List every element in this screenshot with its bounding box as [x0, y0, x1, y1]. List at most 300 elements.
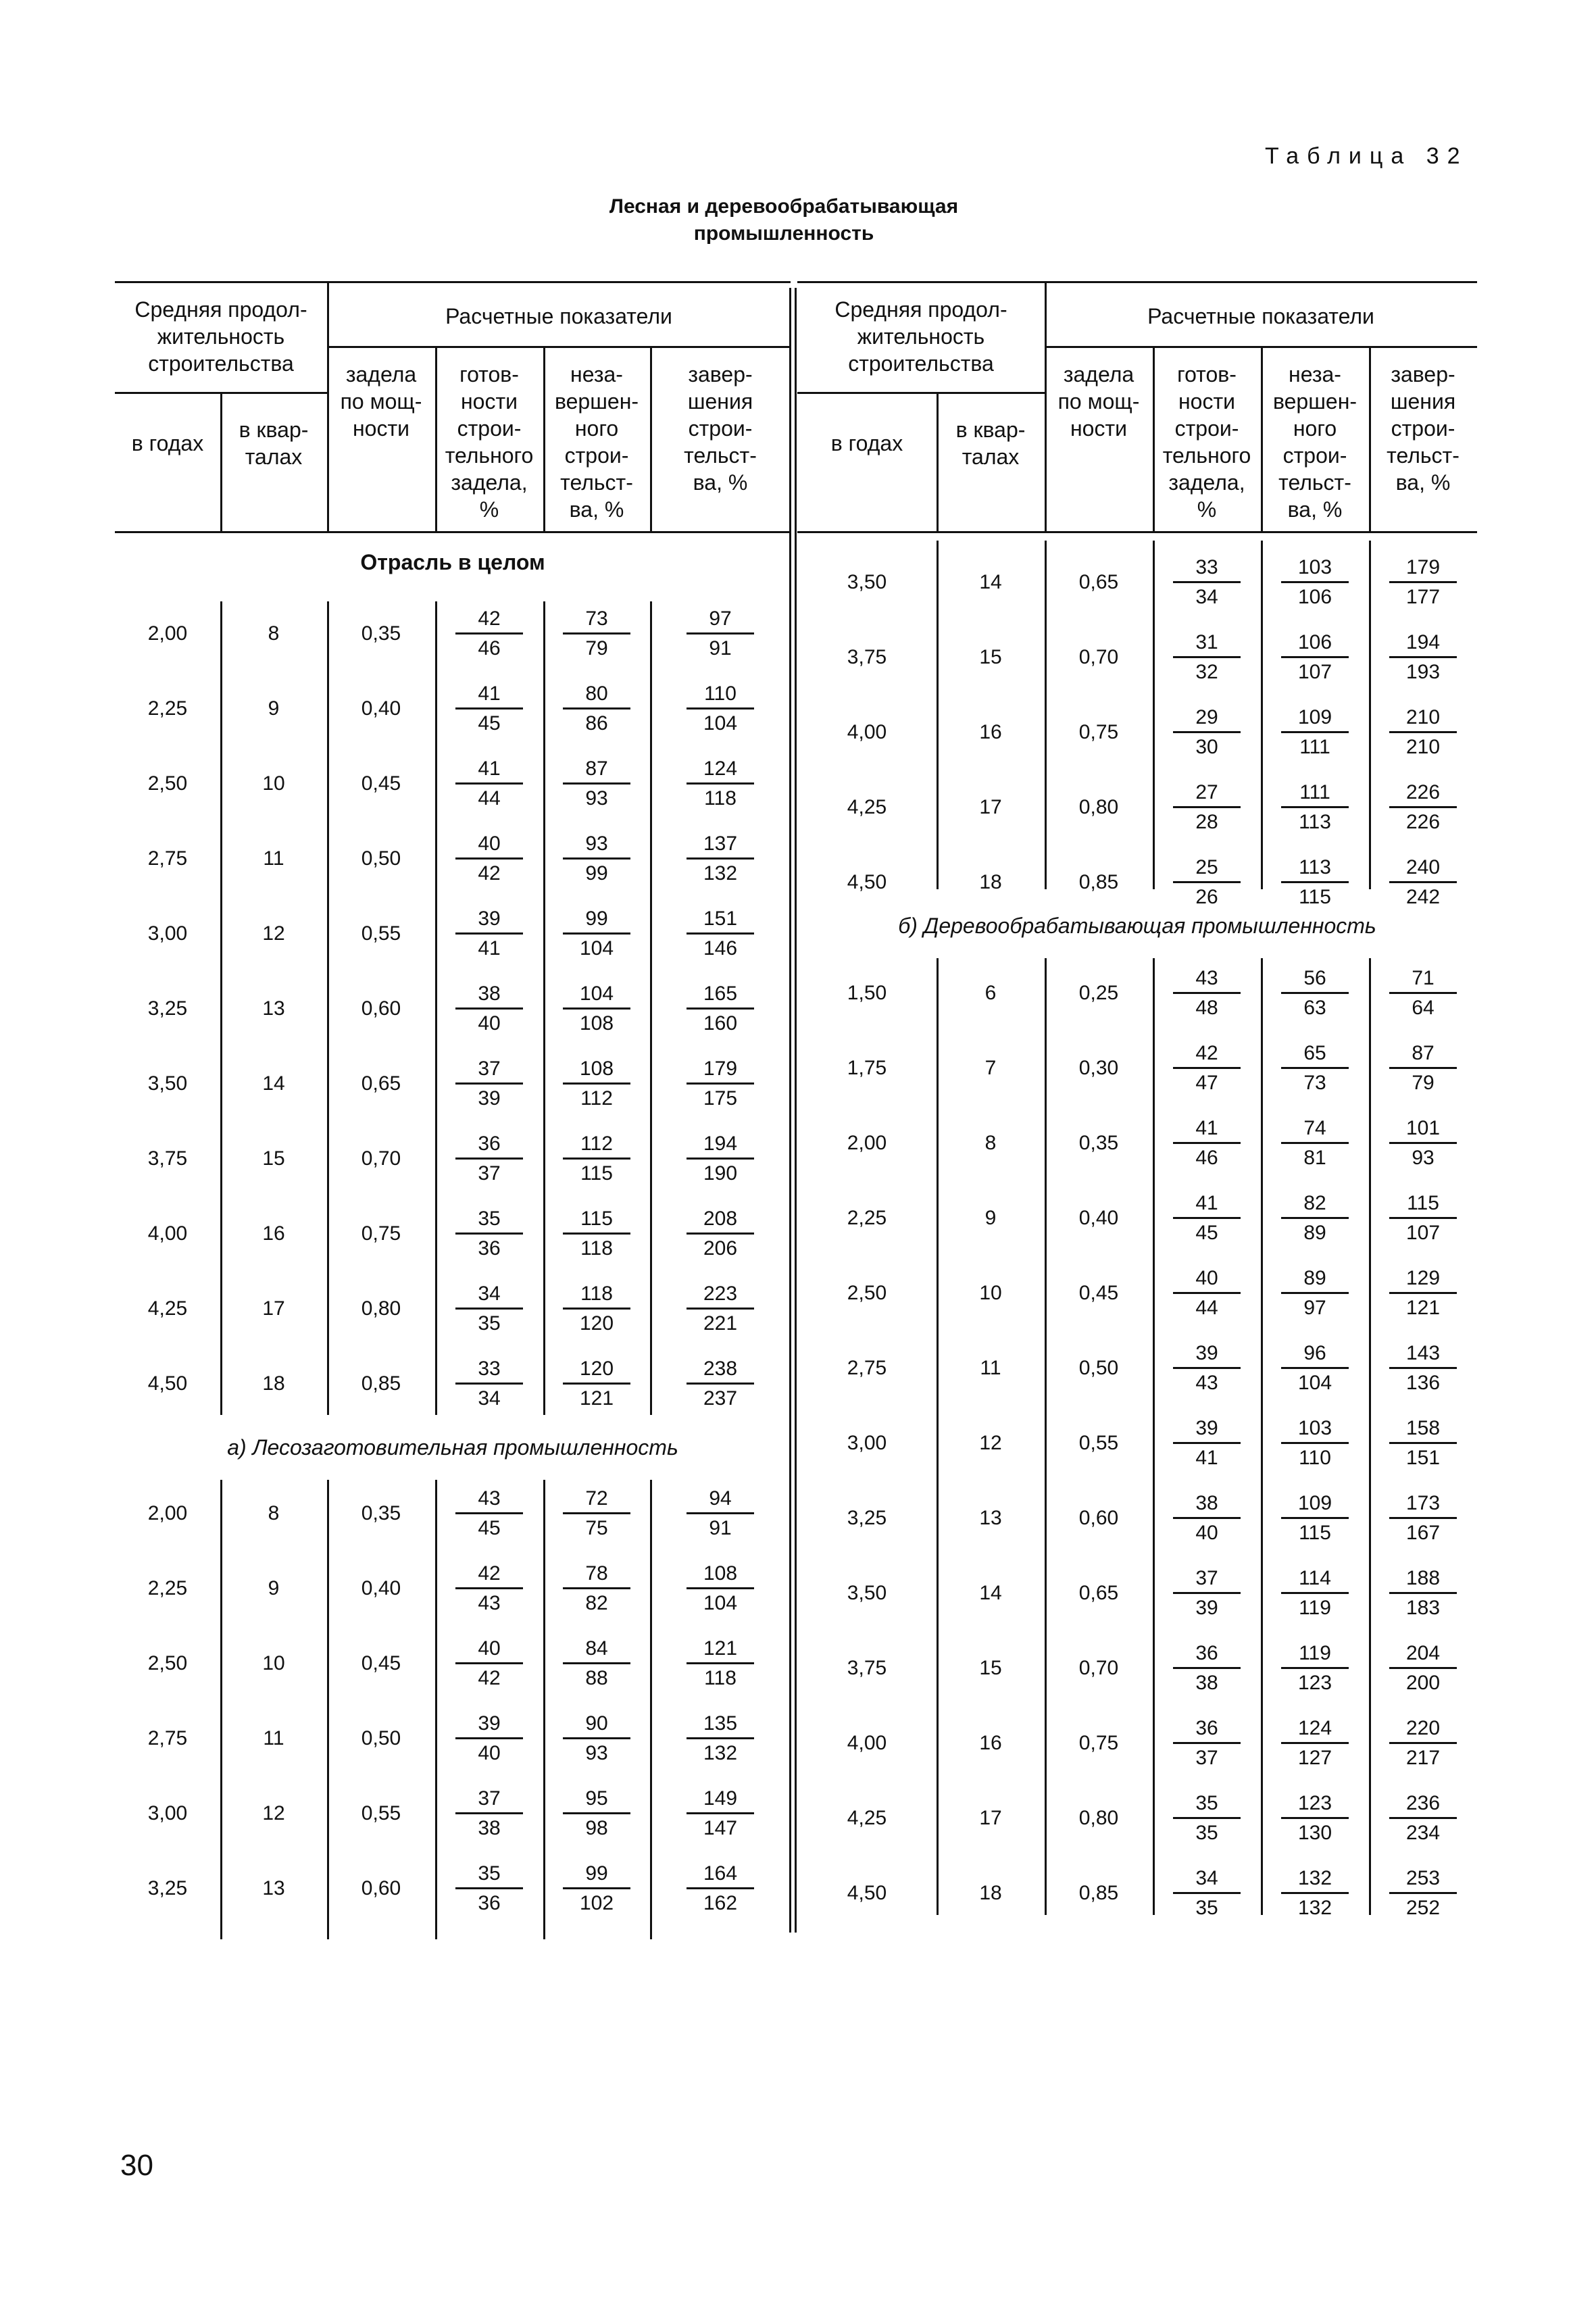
- right-logging-quarters-cell: 15: [979, 646, 1002, 668]
- left-logging-unfinished-fraction: [563, 1860, 630, 1916]
- right-woodworking-readiness-fraction: [1173, 1190, 1241, 1246]
- right-hdr-readiness-line: готов-: [1177, 362, 1237, 387]
- right-hdr-readiness-line: %: [1197, 497, 1217, 522]
- completion-value-row2: 91: [709, 637, 732, 659]
- right-woodworking-completion-fraction: [1389, 1490, 1457, 1546]
- readiness-value-row1: 39: [455, 905, 523, 935]
- left-hdr-readiness-line: тельного: [445, 443, 534, 468]
- completion-value-row1: 135: [687, 1710, 754, 1739]
- right-woodworking-completion-fraction: [1389, 1865, 1457, 1921]
- completion-value-row1: 143: [1389, 1340, 1457, 1369]
- completion-value-row2: 104: [703, 712, 738, 735]
- right-hdr-readiness-line: задела,: [1168, 470, 1245, 495]
- right-woodworking-quarters-cell: 7: [984, 1057, 997, 1079]
- completion-value-row2: 146: [703, 937, 738, 960]
- right-woodworking-readiness-fraction: [1173, 1115, 1241, 1171]
- readiness-value-row1: 36: [1173, 1640, 1241, 1669]
- completion-value-row1: 179: [687, 1055, 754, 1085]
- left-hdr-in-quarters: [220, 416, 327, 470]
- readiness-value-row2: 39: [478, 1087, 501, 1110]
- right-woodworking-backlog-cell: 0,75: [1078, 1732, 1119, 1754]
- left-whole-backlog-cell: 0,50: [361, 847, 401, 870]
- table-divider-line: [795, 288, 797, 1933]
- completion-value-row1: 208: [687, 1205, 754, 1235]
- completion-value-row1: 124: [687, 755, 754, 785]
- left-whole-quarters-cell: 16: [262, 1222, 285, 1245]
- right-woodworking-years-cell: 4,25: [847, 1807, 887, 1829]
- unfinished-value-row1: 104: [563, 980, 630, 1010]
- unfinished-value-row1: 109: [1281, 704, 1349, 733]
- unfinished-value-row2: 112: [580, 1087, 613, 1110]
- unfinished-value-row1: 78: [563, 1560, 630, 1589]
- completion-value-row2: 237: [703, 1387, 738, 1410]
- right-hdr-backlog-capacity: [1045, 361, 1153, 442]
- readiness-value-row2: 40: [478, 1012, 501, 1035]
- left-hdr-unfinished: [543, 361, 650, 523]
- left-whole-unfinished-fraction: [563, 1355, 630, 1412]
- left-header-top-rule: [115, 281, 791, 283]
- unfinished-value-row1: 123: [1281, 1790, 1349, 1819]
- right-hdr-unfinished-line: ного: [1293, 416, 1337, 441]
- completion-value-row1: 129: [1389, 1265, 1457, 1294]
- readiness-value-row2: 36: [478, 1892, 501, 1914]
- completion-value-row2: 118: [704, 787, 737, 810]
- right-hdr-avg-duration: [797, 296, 1045, 377]
- readiness-value-row2: 38: [478, 1817, 501, 1839]
- completion-value-row1: 97: [687, 605, 754, 634]
- completion-value-row1: 188: [1389, 1565, 1457, 1594]
- right-hdr-in-quarters: [937, 416, 1045, 470]
- completion-value-row2: 64: [1412, 997, 1435, 1019]
- left-hdr-completion: [650, 361, 791, 496]
- right-logging-completion-fraction: [1389, 854, 1457, 910]
- right-woodworking-completion-fraction: [1389, 1190, 1457, 1246]
- completion-value-row1: 220: [1389, 1715, 1457, 1744]
- right-woodworking-quarters-cell: 10: [979, 1282, 1002, 1304]
- unfinished-value-row1: 87: [563, 755, 630, 785]
- unfinished-value-row2: 130: [1297, 1822, 1332, 1844]
- right-logging-unfinished-fraction: [1281, 854, 1349, 910]
- unfinished-value-row1: 84: [563, 1635, 630, 1664]
- right-woodworking-readiness-fraction: [1173, 1865, 1241, 1921]
- completion-value-row1: 137: [687, 830, 754, 860]
- readiness-value-row2: 39: [1195, 1597, 1218, 1619]
- left-whole-unfinished-fraction: [563, 1205, 630, 1262]
- readiness-value-row2: 44: [478, 787, 501, 810]
- left-logging-completion-fraction: [687, 1485, 754, 1541]
- right-hdr-in-quarters-line: талах: [962, 445, 1020, 469]
- right-woodworking-years-cell: 2,00: [847, 1132, 887, 1154]
- left-whole-unfinished-fraction: [563, 905, 630, 962]
- left-whole-quarters-cell: 12: [262, 922, 285, 945]
- left-whole-backlog-cell: 0,75: [361, 1222, 401, 1245]
- unfinished-value-row2: 121: [579, 1387, 614, 1410]
- right-woodworking-quarters-cell: 13: [979, 1507, 1002, 1529]
- right-logging-years-cell: 4,50: [847, 871, 887, 893]
- unfinished-value-row1: 120: [563, 1355, 630, 1385]
- completion-value-row1: 226: [1389, 779, 1457, 808]
- unfinished-value-row2: 104: [1297, 1372, 1332, 1394]
- left-whole-completion-fraction: [687, 1055, 754, 1112]
- completion-value-row1: 194: [687, 1130, 754, 1160]
- readiness-value-row1: 41: [455, 755, 523, 785]
- readiness-value-row2: 41: [1195, 1447, 1218, 1469]
- readiness-value-row1: 41: [1173, 1190, 1241, 1219]
- unfinished-value-row1: 115: [563, 1205, 630, 1235]
- readiness-value-row2: 46: [478, 637, 501, 659]
- left-logging-unfinished-fraction: [563, 1635, 630, 1691]
- left-whole-readiness-fraction: [455, 1280, 523, 1337]
- unfinished-value-row2: 88: [585, 1667, 608, 1689]
- right-woodworking-years-cell: 4,50: [847, 1882, 887, 1904]
- unfinished-value-row1: 80: [563, 680, 630, 710]
- left-whole-backlog-cell: 0,65: [361, 1072, 401, 1095]
- unfinished-value-row2: 79: [585, 637, 608, 659]
- left-logging-backlog-cell: 0,60: [361, 1877, 401, 1899]
- right-woodworking-years-cell: 2,75: [847, 1357, 887, 1379]
- unfinished-value-row2: 75: [585, 1517, 608, 1539]
- unfinished-value-row2: 132: [1297, 1897, 1332, 1919]
- right-logging-backlog-cell: 0,80: [1078, 796, 1119, 818]
- right-logging-years-cell: 3,75: [847, 646, 887, 668]
- completion-value-row1: 165: [687, 980, 754, 1010]
- right-body-vline: [1045, 958, 1047, 1915]
- unfinished-value-row2: 98: [585, 1817, 608, 1839]
- right-hdr-calc-indicators-line: Расчетные показатели: [1147, 304, 1374, 328]
- left-logging-quarters-cell: 9: [268, 1577, 280, 1599]
- left-whole-quarters-cell: 15: [262, 1147, 285, 1170]
- left-logging-backlog-cell: 0,50: [361, 1727, 401, 1749]
- right-hdr-avg-duration-line: жительность: [857, 324, 985, 349]
- completion-value-row2: 252: [1405, 1897, 1441, 1919]
- right-logging-years-cell: 4,25: [847, 796, 887, 818]
- right-woodworking-completion-fraction: [1389, 1565, 1457, 1621]
- left-whole-quarters-cell: 11: [263, 847, 284, 870]
- left-logging-quarters-cell: 11: [263, 1727, 284, 1749]
- readiness-value-row2: 35: [478, 1312, 501, 1335]
- completion-value-row1: 158: [1389, 1415, 1457, 1444]
- left-whole-quarters-cell: 8: [268, 622, 280, 645]
- left-body-vline: [435, 1480, 437, 1939]
- right-hdr-unfinished-line: вершен-: [1272, 389, 1357, 414]
- left-hdr-unfinished-line: тельст-: [560, 470, 633, 495]
- completion-value-row2: 200: [1405, 1672, 1441, 1694]
- completion-value-row2: 175: [703, 1087, 738, 1110]
- left-logging-quarters-cell: 13: [262, 1877, 285, 1899]
- right-woodworking-years-cell: 1,50: [847, 982, 887, 1004]
- right-woodworking-backlog-cell: 0,85: [1078, 1882, 1119, 1904]
- right-hdr-in-quarters-line: в квар-: [955, 418, 1026, 442]
- readiness-value-row2: 42: [478, 1667, 501, 1689]
- right-woodworking-completion-fraction: [1389, 1040, 1457, 1096]
- completion-value-row1: 164: [687, 1860, 754, 1889]
- readiness-value-row2: 40: [1195, 1522, 1218, 1544]
- right-woodworking-backlog-cell: 0,45: [1078, 1282, 1119, 1304]
- left-whole-backlog-cell: 0,70: [361, 1147, 401, 1170]
- readiness-value-row1: 33: [455, 1355, 523, 1385]
- left-whole-completion-fraction: [687, 1355, 754, 1412]
- right-woodworking-readiness-fraction: [1173, 1340, 1241, 1396]
- readiness-value-row2: 37: [478, 1162, 501, 1185]
- right-body-vline: [1153, 958, 1155, 1915]
- table-title-line2: промышленность: [693, 222, 874, 245]
- unfinished-value-row2: 93: [585, 787, 608, 810]
- left-logging-unfinished-fraction: [563, 1485, 630, 1541]
- readiness-value-row2: 43: [478, 1592, 501, 1614]
- readiness-value-row1: 38: [1173, 1490, 1241, 1519]
- left-hdr-readiness-line: ности: [461, 389, 518, 414]
- right-header-sub-rule: [797, 392, 1045, 394]
- right-woodworking-completion-fraction: [1389, 1415, 1457, 1471]
- left-header-mid-rule: [327, 346, 791, 348]
- left-hdr-avg-duration-line: строительства: [148, 351, 294, 376]
- right-woodworking-years-cell: 1,75: [847, 1057, 887, 1079]
- right-hdr-backlog-capacity-line: по мощ-: [1057, 389, 1140, 414]
- right-woodworking-years-cell: 4,00: [847, 1732, 887, 1754]
- completion-value-row2: 132: [703, 862, 738, 885]
- left-hdr-readiness-line: строи-: [457, 416, 522, 441]
- left-body-vline: [543, 601, 545, 1415]
- readiness-value-row2: 43: [1195, 1372, 1218, 1394]
- unfinished-value-row2: 63: [1303, 997, 1326, 1019]
- completion-value-row2: 206: [703, 1237, 738, 1260]
- left-whole-years-cell: 4,25: [147, 1297, 188, 1320]
- left-logging-quarters-cell: 8: [268, 1502, 280, 1524]
- completion-value-row1: 238: [687, 1355, 754, 1385]
- right-woodworking-unfinished-fraction: [1281, 1490, 1349, 1546]
- right-logging-quarters-cell: 18: [979, 871, 1002, 893]
- right-woodworking-completion-fraction: [1389, 1790, 1457, 1846]
- right-woodworking-quarters-cell: 17: [979, 1807, 1002, 1829]
- left-whole-backlog-cell: 0,85: [361, 1372, 401, 1395]
- right-woodworking-unfinished-fraction: [1281, 1265, 1349, 1321]
- completion-value-row1: 223: [687, 1280, 754, 1310]
- completion-value-row1: 149: [687, 1785, 754, 1814]
- right-woodworking-readiness-fraction: [1173, 1565, 1241, 1621]
- right-logging-years-cell: 3,50: [847, 571, 887, 593]
- readiness-value-row1: 35: [455, 1860, 523, 1889]
- left-logging-years-cell: 2,50: [147, 1652, 188, 1674]
- right-woodworking-completion-fraction: [1389, 1340, 1457, 1396]
- readiness-value-row1: 37: [455, 1055, 523, 1085]
- left-whole-completion-fraction: [687, 980, 754, 1037]
- unfinished-value-row2: 82: [585, 1592, 608, 1614]
- completion-value-row2: 147: [703, 1817, 738, 1839]
- left-whole-completion-fraction: [687, 1205, 754, 1262]
- completion-value-row1: 194: [1389, 629, 1457, 658]
- left-hdr-in-years: [115, 430, 220, 457]
- right-woodworking-quarters-cell: 8: [984, 1132, 997, 1154]
- left-logging-readiness-fraction: [455, 1860, 523, 1916]
- left-whole-years-cell: 4,50: [147, 1372, 188, 1395]
- readiness-value-row2: 45: [1195, 1222, 1218, 1244]
- left-whole-completion-fraction: [687, 1280, 754, 1337]
- left-logging-quarters-cell: 12: [262, 1802, 285, 1824]
- left-logging-completion-fraction: [687, 1635, 754, 1691]
- right-woodworking-completion-fraction: [1389, 1265, 1457, 1321]
- readiness-value-row2: 38: [1195, 1672, 1218, 1694]
- right-logging-backlog-cell: 0,85: [1078, 871, 1119, 893]
- left-whole-backlog-cell: 0,80: [361, 1297, 401, 1320]
- readiness-value-row1: 42: [1173, 1040, 1241, 1069]
- readiness-value-row1: 36: [1173, 1715, 1241, 1744]
- readiness-value-row2: 44: [1195, 1297, 1218, 1319]
- completion-value-row1: 121: [687, 1635, 754, 1664]
- unfinished-value-row1: 112: [563, 1130, 630, 1160]
- left-whole-backlog-cell: 0,45: [361, 772, 401, 795]
- readiness-value-row2: 28: [1195, 811, 1218, 833]
- readiness-value-row2: 30: [1195, 736, 1218, 758]
- left-hdr-unfinished-line: ного: [574, 416, 619, 441]
- unfinished-value-row1: 72: [563, 1485, 630, 1514]
- right-woodworking-backlog-cell: 0,35: [1078, 1132, 1119, 1154]
- readiness-value-row1: 42: [455, 605, 523, 634]
- right-logging-readiness-fraction: [1173, 629, 1241, 685]
- right-hdr-completion-line: строи-: [1391, 416, 1455, 441]
- completion-value-row1: 87: [1389, 1040, 1457, 1069]
- readiness-value-row1: 37: [1173, 1565, 1241, 1594]
- readiness-value-row1: 29: [1173, 704, 1241, 733]
- right-logging-quarters-cell: 17: [979, 796, 1002, 818]
- readiness-value-row2: 45: [478, 1517, 501, 1539]
- completion-value-row2: 210: [1405, 736, 1441, 758]
- right-logging-completion-fraction: [1389, 704, 1457, 760]
- table-divider-line: [789, 288, 791, 1933]
- unfinished-value-row1: 119: [1281, 1640, 1349, 1669]
- left-hdr-completion-line: ва, %: [693, 470, 748, 495]
- left-whole-quarters-cell: 17: [262, 1297, 285, 1320]
- unfinished-value-row1: 114: [1281, 1565, 1349, 1594]
- left-hdr-avg-duration-line: жительность: [157, 324, 285, 349]
- right-hdr-completion-line: шения: [1390, 389, 1456, 414]
- right-logging-quarters-cell: 14: [979, 571, 1002, 593]
- right-woodworking-readiness-fraction: [1173, 1490, 1241, 1546]
- right-logging-completion-fraction: [1389, 554, 1457, 610]
- readiness-value-row1: 37: [455, 1785, 523, 1814]
- left-whole-readiness-fraction: [455, 980, 523, 1037]
- right-woodworking-quarters-cell: 11: [980, 1357, 1001, 1379]
- left-hdr-in-quarters-line: талах: [245, 445, 303, 469]
- left-whole-unfinished-fraction: [563, 830, 630, 887]
- readiness-value-row2: 48: [1195, 997, 1218, 1019]
- right-logging-readiness-fraction: [1173, 854, 1241, 910]
- readiness-value-row2: 35: [1195, 1822, 1218, 1844]
- left-whole-completion-fraction: [687, 905, 754, 962]
- completion-value-row2: 242: [1405, 886, 1441, 908]
- completion-value-row1: 236: [1389, 1790, 1457, 1819]
- left-body-vline: [327, 1480, 329, 1939]
- table-title-line1: Лесная и деревообрабатывающая: [609, 195, 959, 218]
- readiness-value-row1: 25: [1173, 854, 1241, 883]
- right-logging-readiness-fraction: [1173, 704, 1241, 760]
- right-woodworking-years-cell: 3,75: [847, 1657, 887, 1679]
- right-woodworking-unfinished-fraction: [1281, 965, 1349, 1021]
- right-header-bottom-rule: [797, 531, 1477, 533]
- table-caption: Таблица 32: [1265, 143, 1468, 169]
- right-body-vline: [937, 958, 939, 1915]
- left-whole-unfinished-fraction: [563, 605, 630, 662]
- left-logging-backlog-cell: 0,45: [361, 1652, 401, 1674]
- unfinished-value-row2: 113: [1299, 811, 1331, 833]
- unfinished-value-row2: 115: [1299, 886, 1331, 908]
- left-hdr-unfinished-line: неза-: [570, 362, 623, 387]
- right-hdr-unfinished-line: строи-: [1282, 443, 1347, 468]
- right-woodworking-unfinished-fraction: [1281, 1565, 1349, 1621]
- right-hdr-completion-line: ва, %: [1395, 470, 1451, 495]
- completion-value-row2: 183: [1405, 1597, 1441, 1619]
- right-woodworking-readiness-fraction: [1173, 1040, 1241, 1096]
- readiness-value-row2: 36: [478, 1237, 501, 1260]
- left-body-vline: [220, 1480, 222, 1939]
- left-logging-backlog-cell: 0,55: [361, 1802, 401, 1824]
- completion-value-row2: 93: [1412, 1147, 1435, 1169]
- completion-value-row1: 204: [1389, 1640, 1457, 1669]
- completion-value-row1: 108: [687, 1560, 754, 1589]
- readiness-value-row1: 35: [1173, 1790, 1241, 1819]
- left-body-vline: [543, 1480, 545, 1939]
- right-woodworking-readiness-fraction: [1173, 1715, 1241, 1771]
- right-woodworking-quarters-cell: 18: [979, 1882, 1002, 1904]
- unfinished-value-row2: 97: [1303, 1297, 1326, 1319]
- right-woodworking-unfinished-fraction: [1281, 1415, 1349, 1471]
- right-woodworking-backlog-cell: 0,25: [1078, 982, 1119, 1004]
- completion-value-row2: 79: [1412, 1072, 1435, 1094]
- left-whole-readiness-fraction: [455, 905, 523, 962]
- right-woodworking-years-cell: 2,50: [847, 1282, 887, 1304]
- right-woodworking-unfinished-fraction: [1281, 1115, 1349, 1171]
- left-hdr-backlog-capacity-line: ности: [353, 416, 409, 441]
- right-body-vline: [1369, 541, 1371, 889]
- right-logging-unfinished-fraction: [1281, 779, 1349, 835]
- left-hdr-unfinished-line: ва, %: [569, 497, 624, 522]
- right-hdr-readiness: [1153, 361, 1261, 523]
- right-logging-backlog-cell: 0,75: [1078, 721, 1119, 743]
- readiness-value-row2: 45: [478, 712, 501, 735]
- unfinished-value-row1: 56: [1281, 965, 1349, 994]
- left-logging-completion-fraction: [687, 1560, 754, 1616]
- unfinished-value-row1: 99: [563, 1860, 630, 1889]
- readiness-value-row2: 46: [1195, 1147, 1218, 1169]
- left-whole-completion-fraction: [687, 830, 754, 887]
- left-logging-unfinished-fraction: [563, 1785, 630, 1841]
- readiness-value-row1: 39: [1173, 1340, 1241, 1369]
- right-body-vline: [937, 541, 939, 889]
- readiness-value-row2: 40: [478, 1742, 501, 1764]
- readiness-value-row1: 40: [455, 830, 523, 860]
- right-woodworking-backlog-cell: 0,80: [1078, 1807, 1119, 1829]
- right-header-top-rule: [797, 281, 1477, 283]
- completion-value-row2: 118: [704, 1667, 737, 1689]
- left-hdr-completion-line: шения: [687, 389, 753, 414]
- right-woodworking-readiness-fraction: [1173, 1790, 1241, 1846]
- readiness-value-row2: 32: [1195, 661, 1218, 683]
- right-logging-unfinished-fraction: [1281, 629, 1349, 685]
- left-hdr-unfinished-line: вершен-: [554, 389, 639, 414]
- readiness-value-row1: 34: [455, 1280, 523, 1310]
- right-woodworking-readiness-fraction: [1173, 1265, 1241, 1321]
- readiness-value-row2: 34: [1195, 586, 1218, 608]
- right-logging-unfinished-fraction: [1281, 704, 1349, 760]
- left-hdr-backlog-capacity-line: по мощ-: [340, 389, 422, 414]
- right-logging-readiness-fraction: [1173, 779, 1241, 835]
- right-hdr-calc-indicators: [1045, 303, 1477, 330]
- right-hdr-in-years-line: в годах: [830, 431, 903, 455]
- right-hdr-backlog-capacity-line: задела: [1063, 362, 1134, 387]
- left-whole-readiness-fraction: [455, 1130, 523, 1187]
- right-hdr-readiness-line: строи-: [1174, 416, 1239, 441]
- section-logging: а) Лесозаготовительная промышленность: [227, 1435, 678, 1460]
- left-whole-unfinished-fraction: [563, 1280, 630, 1337]
